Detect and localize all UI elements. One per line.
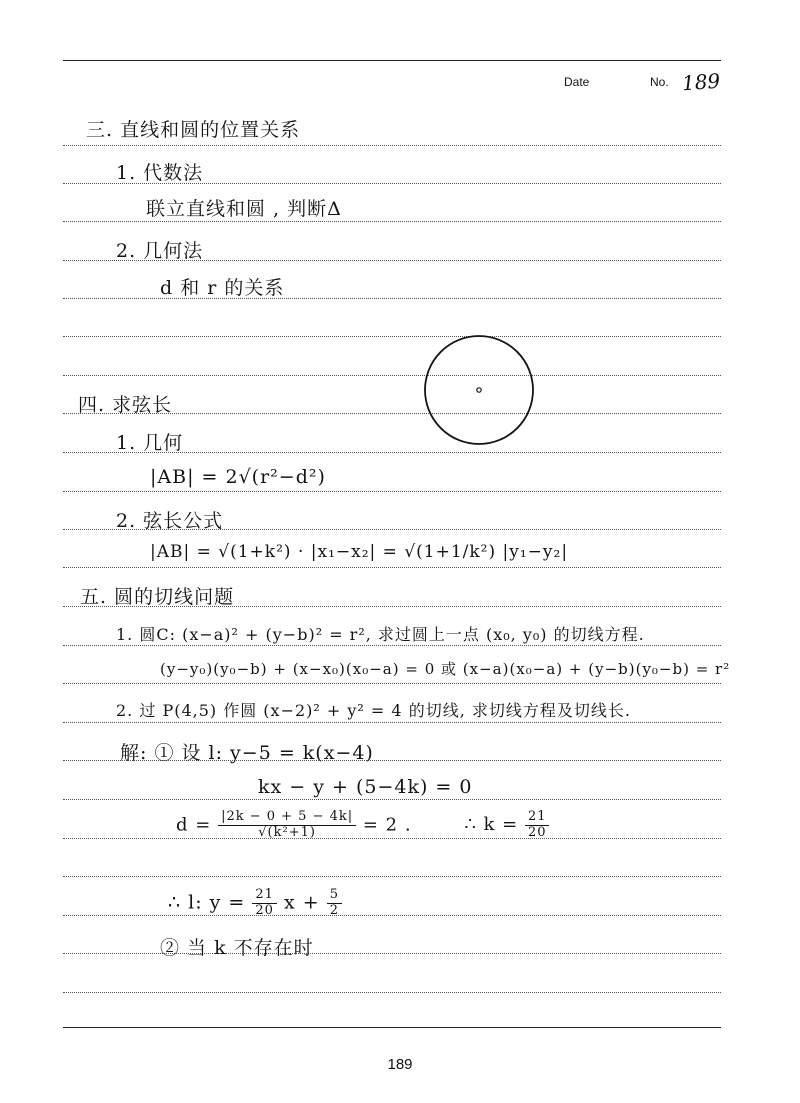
printed-page-number: 189 (387, 1056, 413, 1073)
heading-tangent-problems: 五. 圆的切线问题 (80, 586, 235, 608)
distance-denominator: √(k²+1) (258, 824, 316, 840)
slope-numerator: 21 (252, 888, 277, 904)
tangent-result-var: x + (283, 891, 320, 914)
item-algebraic-method: 1. 代数法 (116, 162, 204, 184)
line-general-form: kx − y + (5−4k) = 0 (258, 776, 473, 798)
slope-denominator: 20 (255, 902, 274, 918)
intercept-numerator: 5 (327, 888, 342, 904)
handwritten-page-number: 189 (681, 68, 721, 96)
distance-prefix: d = (176, 814, 212, 836)
algebraic-method-detail: 联立直线和圆 , 判断Δ (146, 198, 342, 220)
solution-step-2: ② 当 k 不存在时 (160, 937, 314, 959)
chord-formula-geometry: |AB| = 2√(r²−d²) (150, 466, 326, 488)
k-numerator: 21 (525, 810, 550, 826)
date-label: Date (564, 75, 590, 89)
distance-suffix: = 2 . (362, 814, 412, 836)
intercept-denominator: 2 (329, 902, 339, 918)
item-geometry: 1. 几何 (116, 432, 184, 454)
chord-formula-algebra: |AB| = √(1+k²) · |x₁−x₂| = √(1+1/k²) |y₁−y₂| (150, 542, 569, 562)
distance-numerator: |2k − 0 + 5 − 4k| (218, 810, 356, 826)
circle-outline (425, 336, 533, 444)
k-denominator: 20 (527, 824, 547, 840)
item-geometric-method: 2. 几何法 (116, 240, 204, 262)
heading-line-circle-relation: 三. 直线和圆的位置关系 (86, 119, 301, 141)
no-label: No. (650, 75, 669, 89)
heading-chord-length: 四. 求弦长 (78, 394, 173, 416)
item-chord-formula: 2. 弦长公式 (116, 510, 224, 532)
tangent-result-prefix: ∴ l: y = (168, 891, 253, 914)
circle-center-dot (477, 388, 481, 392)
bottom-rule (63, 1027, 721, 1028)
solution-step-1: 解: ① 设 l: y−5 = k(x−4) (120, 742, 374, 764)
k-prefix: ∴ k = (464, 814, 519, 836)
tangent-line-equation: (y−y₀)(y₀−b) + (x−x₀)(x₀−a) = 0 或 (x−a)(x₀−a) + (y−b)(y₀−b) = r² (160, 660, 731, 678)
geometric-method-detail: d 和 r 的关系 (160, 277, 285, 299)
tangent-problem-1: 1. 圆C: (x−a)² + (y−b)² = r², 求过圆上一点 (x₀, y₀) 的切线方程. (116, 625, 645, 644)
tangent-problem-2: 2. 过 P(4,5) 作圆 (x−2)² + y² = 4 的切线, 求切线方程及切线长. (116, 701, 631, 720)
